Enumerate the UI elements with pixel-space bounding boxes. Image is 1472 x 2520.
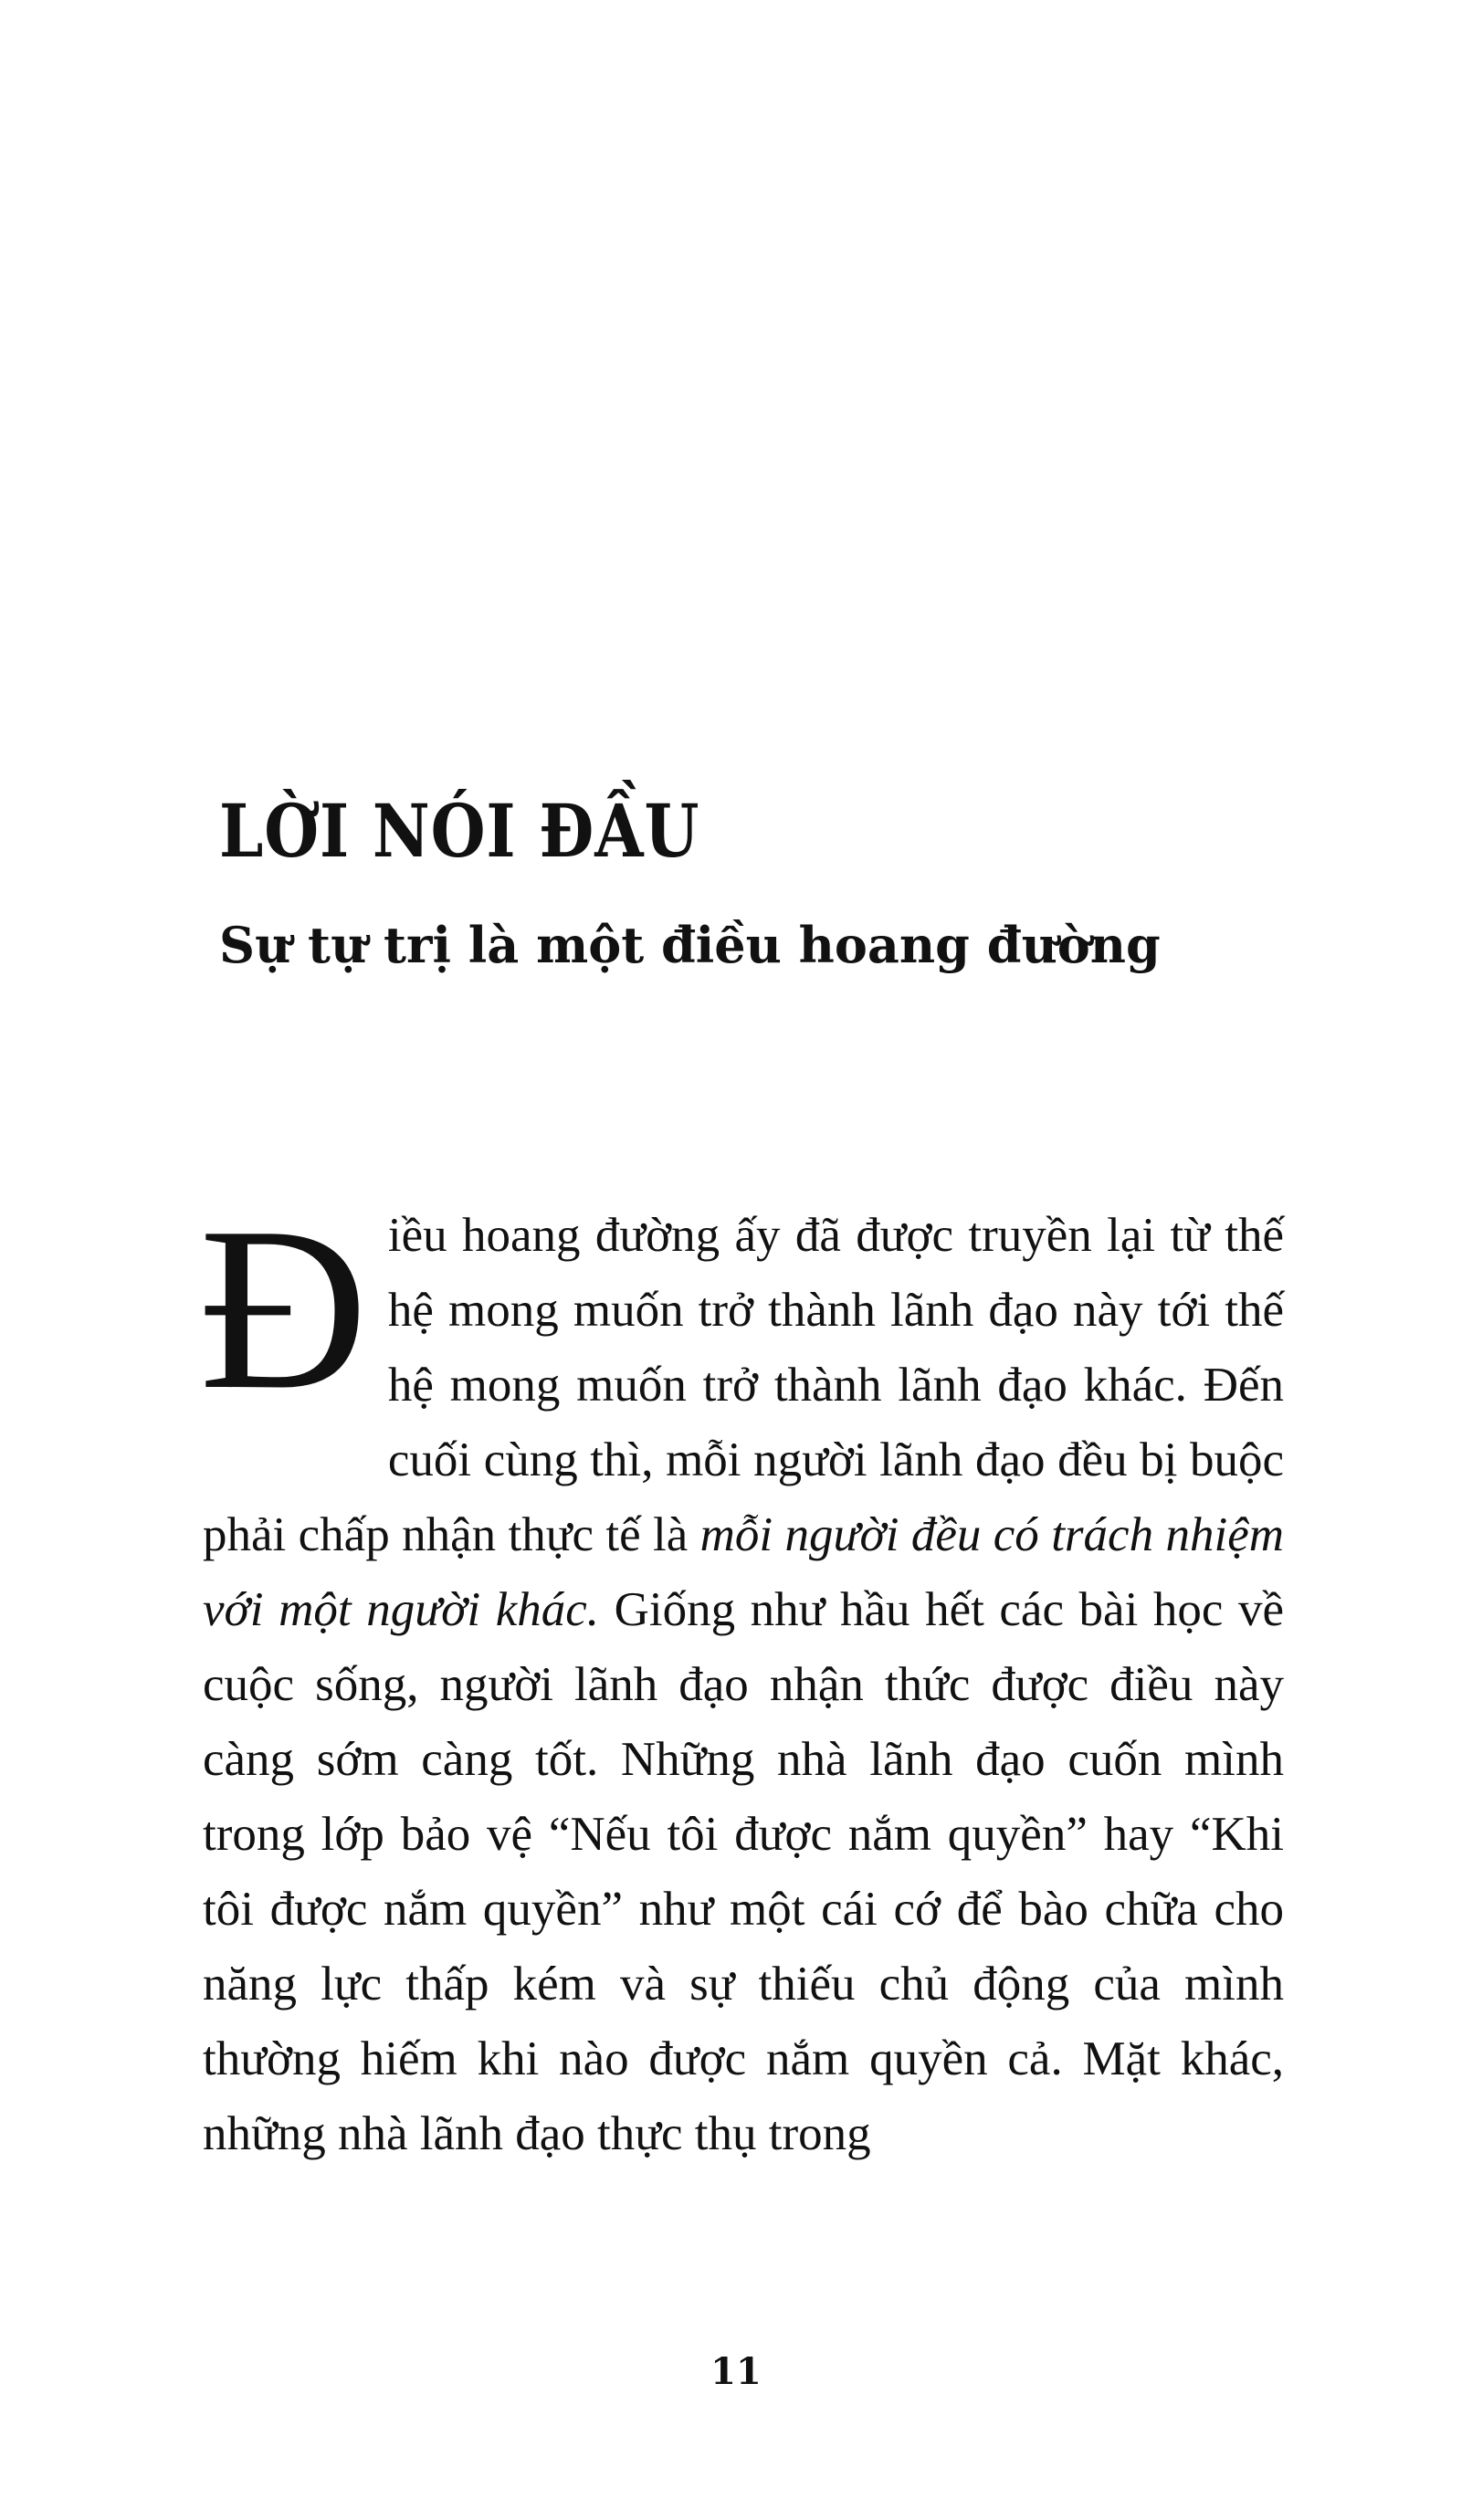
page-number: 11 — [710, 2350, 762, 2393]
chapter-subtitle: Sự tự trị là một điều hoang đường — [219, 916, 1161, 974]
drop-cap: Đ — [199, 1180, 368, 1438]
body-text-italic: mỗi người đều có trách nhiệm với một người khác. — [203, 1508, 1284, 1636]
body-text-part-2: Giống như hầu hết các bài học về cuộc sống, người lãnh đạo nhận thức được điều này càng sớm càng tốt. Những nhà lãnh đạo cuốn mình trong lớp bảo vệ “Nếu tôi được nắm quyền” hay “Khi tôi được nắm quyền” như một cái cớ để bào chữa cho năng lực thấp kém và sự thiếu chủ động của mình thường hiếm khi nào được nắm quyền cả. Mặt khác, những nhà lãnh đạo thực thụ trong — [203, 1583, 1285, 2160]
body-paragraph — [199, 1180, 1285, 2171]
body-text-part-1: iều hoang đường ấy đã được truyền lại từ thế hệ mong muốn trở thành lãnh đạo này tới thế hệ mong muốn trở thành lãnh đạo khác. Đến cuối cùng thì, mỗi người lãnh đạo đều bị buộc phải chấp nhận thực tế là — [203, 1209, 1284, 1561]
chapter-title: LỜI NÓI ĐẦU — [219, 788, 700, 874]
